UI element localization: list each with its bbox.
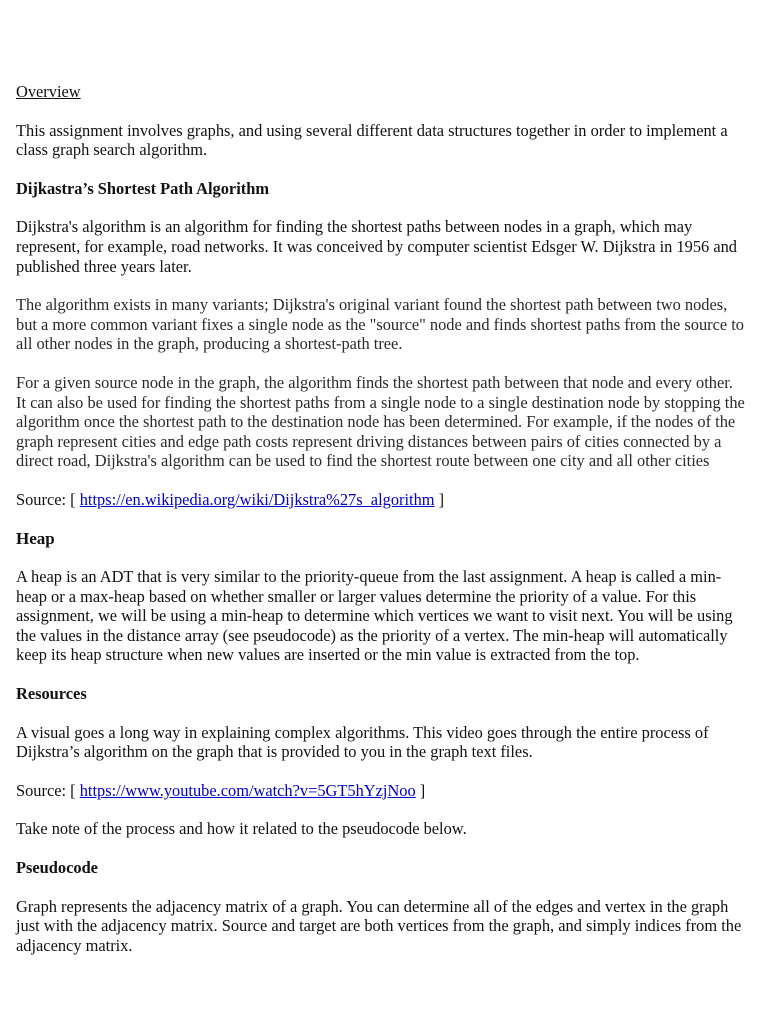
pseudocode-heading: Pseudocode xyxy=(16,858,98,878)
resources-source-line xyxy=(16,781,746,801)
resources-note: Take note of the process and how it related to the pseudocode below. xyxy=(16,819,467,839)
resources-paragraph: A visual goes a long way in explaining complex algorithms. This video goes through the entire process of Dijkstra’s algorithm on the graph that is provided to you in the graph text files. xyxy=(16,722,709,762)
overview-heading: Overview xyxy=(16,82,81,101)
dijkstra-source-line xyxy=(16,490,746,510)
document-page xyxy=(16,82,746,974)
heap-heading: Heap xyxy=(16,528,55,548)
source-suffix: ] xyxy=(415,780,426,800)
wikipedia-link[interactable]: https://en.wikipedia.org/wiki/Dijkstra%27s_algorithm xyxy=(79,489,435,509)
dijkstra-paragraph-2: The algorithm exists in many variants; Dijkstra's original variant found the shortest path between two nodes, but a more common variant fixes a single node as the "source" node and finds shortest paths from the source to all other nodes in the graph, producing a shortest-path tree. xyxy=(16,295,745,354)
dijkstra-paragraph-3: For a given source node in the graph, the algorithm finds the shortest path between that node and every other. It can also be used for finding the shortest paths from a single node to a single destination node by stopping the algorithm once the shortest path to the destination node has been determined. For example, if the nodes of the graph represent cities and edge path costs represent driving distances between pairs of cities connected by a direct road, Dijkstra's algorithm can be used to find the shortest route between one city and all other cities xyxy=(16,372,745,471)
resources-heading: Resources xyxy=(16,684,87,704)
source-prefix: Source: [ xyxy=(16,489,80,509)
source-prefix: Source: [ xyxy=(16,780,80,800)
youtube-link[interactable]: https://www.youtube.com/watch?v=5GT5hYzjNoo xyxy=(79,780,416,800)
pseudocode-paragraph: Graph represents the adjacency matrix of a graph. You can determine all of the edges and vertex in the graph just with the adjacency matrix. Source and target are both vertices from the graph, and simply indices from the adjacency matrix. xyxy=(16,896,742,955)
heap-paragraph: A heap is an ADT that is very similar to the priority-queue from the last assignment. A heap is called a min-heap or a max-heap based on whether smaller or larger values determine the priority of a value. For this assignment, we will be using a min-heap to determine which vertices we want to visit next. You will be using the values in the distance array (see pseudocode) as the priority of a vertex. The min-heap will automatically keep its heap structure when new values are inserted or the min value is extracted from the top. xyxy=(16,567,733,665)
overview-paragraph: This assignment involves graphs, and using several different data structures together in order to implement a class graph search algorithm. xyxy=(16,120,728,160)
dijkstra-paragraph-1: Dijkstra's algorithm is an algorithm for finding the shortest paths between nodes in a graph, which may represent, for example, road networks. It was conceived by computer scientist Edsger W. Dijkstra in 1956 and published three years later. xyxy=(16,217,737,276)
source-suffix: ] xyxy=(434,489,445,509)
dijkstra-heading: Dijkastra’s Shortest Path Algorithm xyxy=(16,178,269,198)
